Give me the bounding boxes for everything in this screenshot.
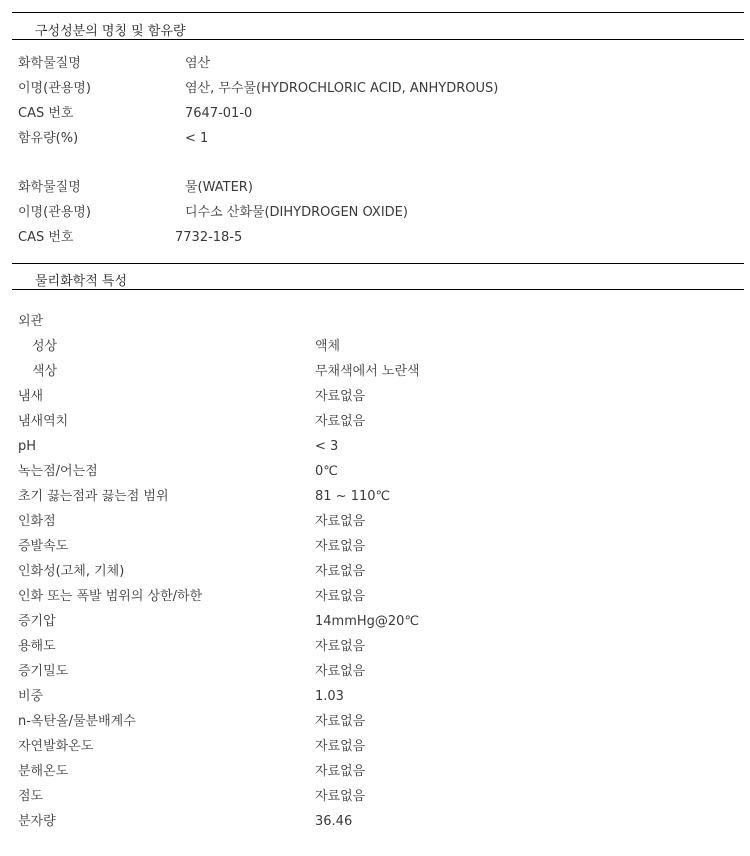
property-value: 자료없음 bbox=[315, 714, 366, 729]
property-label: 초기 끓는점과 끓는점 범위 bbox=[18, 489, 169, 504]
property-label: 인화 또는 폭발 범위의 상한/하한 bbox=[18, 589, 203, 604]
property-value: 자료없음 bbox=[315, 539, 366, 554]
section1-bottom-rule bbox=[12, 39, 744, 40]
section2-top-rule bbox=[12, 263, 744, 264]
property-label: 증기밀도 bbox=[18, 664, 69, 679]
chem-name-label: 화학물질명 bbox=[18, 56, 81, 71]
property-value: 자료없음 bbox=[315, 664, 366, 679]
property-label: pH bbox=[18, 439, 37, 454]
property-value: 14mmHg@20℃ bbox=[315, 614, 420, 629]
section2-bottom-rule bbox=[12, 289, 744, 290]
property-label: n-옥탄올/물분배계수 bbox=[18, 714, 136, 729]
property-label: 점도 bbox=[18, 789, 44, 804]
property-value: 자료없음 bbox=[315, 389, 366, 404]
property-label: 자연발화온도 bbox=[18, 739, 94, 754]
property-label: 인화점 bbox=[18, 514, 56, 529]
property-label: 분자량 bbox=[18, 814, 56, 829]
property-value: 1.03 bbox=[315, 689, 344, 704]
section1-top-rule bbox=[12, 12, 744, 13]
property-label: 용해도 bbox=[18, 639, 56, 654]
property-value: 자료없음 bbox=[315, 514, 366, 529]
content-value: < 1 bbox=[185, 131, 209, 146]
property-label: 증기압 bbox=[18, 614, 56, 629]
property-value: 81 ~ 110℃ bbox=[315, 489, 391, 504]
cas-label: CAS 번호 bbox=[18, 106, 74, 121]
property-value: 액체 bbox=[315, 339, 341, 354]
property-value: 0℃ bbox=[315, 464, 338, 479]
property-label: 분해온도 bbox=[18, 764, 69, 779]
property-label: 인화성(고체, 기체) bbox=[18, 564, 125, 579]
cas-value: 7647-01-0 bbox=[185, 106, 253, 121]
property-value: 자료없음 bbox=[315, 789, 366, 804]
chem-name-value: 물(WATER) bbox=[185, 180, 253, 195]
alias-label: 이명(관용명) bbox=[18, 81, 91, 96]
property-label: 녹는점/어는점 bbox=[18, 464, 98, 479]
property-label: 비중 bbox=[18, 689, 44, 704]
alias-value: 염산, 무수물(HYDROCHLORIC ACID, ANHYDROUS) bbox=[185, 81, 499, 96]
property-label: 성상 bbox=[32, 339, 58, 354]
property-value: 36.46 bbox=[315, 814, 353, 829]
property-value: 자료없음 bbox=[315, 564, 366, 579]
cas-value: 7732-18-5 bbox=[175, 230, 243, 245]
section1-title: 구성성분의 명칭 및 함유량 bbox=[35, 24, 186, 39]
property-value: < 3 bbox=[315, 439, 339, 454]
property-value: 무채색에서 노란색 bbox=[315, 364, 420, 379]
property-value: 자료없음 bbox=[315, 589, 366, 604]
property-label: 냄새역치 bbox=[18, 414, 69, 429]
property-value: 자료없음 bbox=[315, 639, 366, 654]
property-label: 냄새 bbox=[18, 389, 44, 404]
property-value: 자료없음 bbox=[315, 414, 366, 429]
property-label: 외관 bbox=[18, 314, 44, 329]
property-value: 자료없음 bbox=[315, 739, 366, 754]
alias-label: 이명(관용명) bbox=[18, 205, 91, 220]
property-label: 증발속도 bbox=[18, 539, 69, 554]
chem-name-value: 염산 bbox=[185, 56, 211, 71]
cas-label: CAS 번호 bbox=[18, 230, 74, 245]
chem-name-label: 화학물질명 bbox=[18, 180, 81, 195]
content-label: 함유량(%) bbox=[18, 131, 79, 146]
property-label: 색상 bbox=[32, 364, 58, 379]
alias-value: 디수소 산화물(DIHYDROGEN OXIDE) bbox=[185, 205, 408, 220]
property-value: 자료없음 bbox=[315, 764, 366, 779]
section2-title: 물리화학적 특성 bbox=[35, 274, 128, 289]
